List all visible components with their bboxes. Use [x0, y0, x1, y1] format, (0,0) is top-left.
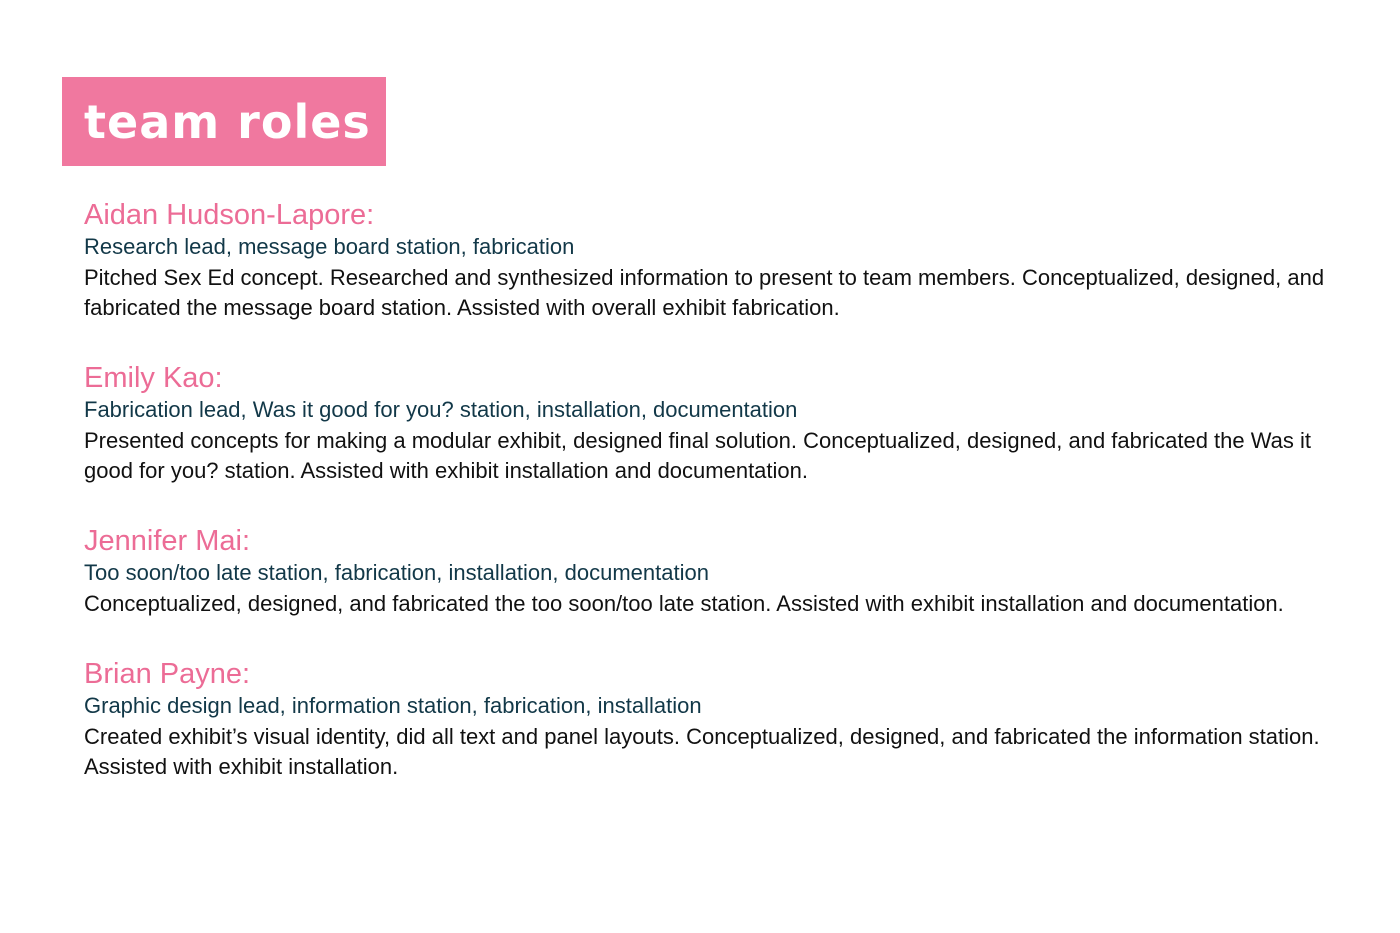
team-members-list	[84, 197, 1344, 819]
member-name: Brian Payne:	[84, 658, 251, 690]
member-description: Pitched Sex Ed concept. Researched and synthesized information to present to team members. Conceptualized, designed, and fabricated the message board station. Assisted with overall exhibit fabrication.	[84, 265, 1325, 320]
member-entry-aidan	[84, 197, 1344, 323]
member-entry-brian	[84, 656, 1344, 782]
member-entry-emily	[84, 360, 1344, 486]
member-roles: Research lead, message board station, fabrication	[84, 234, 575, 259]
member-name: Jennifer Mai:	[84, 525, 251, 557]
member-roles: Fabrication lead, Was it good for you? station, installation, documentation	[84, 397, 798, 422]
member-description: Conceptualized, designed, and fabricated the too soon/too late station. Assisted with exhibit installation and documentation.	[84, 591, 1284, 616]
member-description: Created exhibit’s visual identity, did all text and panel layouts. Conceptualized, designed, and fabricated the information station. Assisted with exhibit installation.	[84, 724, 1320, 779]
member-description: Presented concepts for making a modular exhibit, designed final solution. Conceptualized, designed, and fabricated the Was it good for you? station. Assisted with exhibit installation and documentation.	[84, 428, 1312, 483]
member-name: Aidan Hudson-Lapore:	[84, 199, 375, 231]
member-roles: Too soon/too late station, fabrication, installation, documentation	[84, 560, 709, 585]
member-name: Emily Kao:	[84, 362, 223, 394]
member-roles: Graphic design lead, information station, fabrication, installation	[84, 693, 702, 718]
page-title: team roles	[84, 94, 371, 149]
title-banner	[62, 77, 386, 166]
member-entry-jennifer	[84, 523, 1344, 619]
